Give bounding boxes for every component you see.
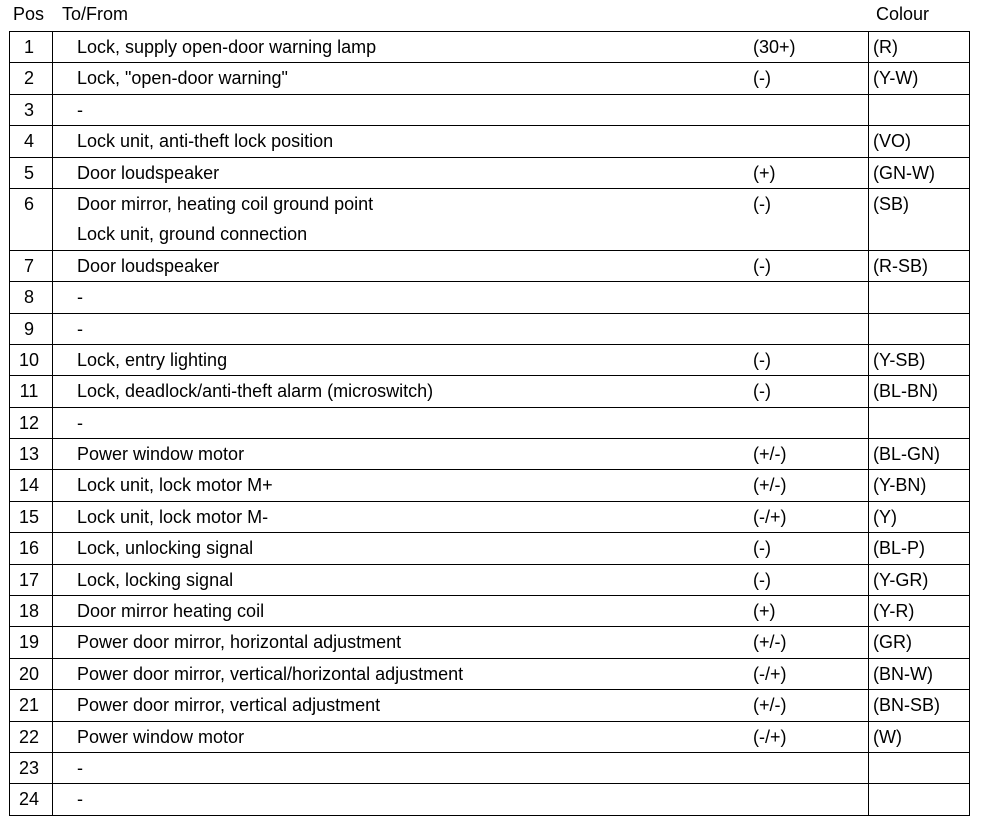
- pos-cell: [10, 313, 53, 344]
- description-cell: [53, 126, 869, 157]
- table-row: [10, 439, 970, 470]
- description-cell: [53, 250, 869, 281]
- description-cell: [53, 752, 869, 783]
- pos-cell: [10, 752, 53, 783]
- connection-description: Lock unit, ground connection: [77, 224, 308, 245]
- table-row: [10, 94, 970, 125]
- pos-cell: [10, 501, 53, 532]
- pos-cell: [10, 690, 53, 721]
- wire-colour: (Y-BN): [873, 475, 927, 496]
- pos-cell: [10, 784, 53, 815]
- colour-cell: [869, 313, 970, 344]
- polarity: [753, 126, 868, 156]
- connection-description: Lock, entry lighting: [77, 349, 228, 370]
- colour-cell: [869, 126, 970, 157]
- pos-cell: [10, 470, 53, 501]
- colour-cell: [869, 157, 970, 188]
- pin-table-body: [10, 32, 970, 816]
- polarity: [753, 282, 868, 312]
- description-cell: [53, 407, 869, 438]
- table-row: [10, 658, 970, 689]
- description-cell: [53, 533, 869, 564]
- description-cell: [53, 564, 869, 595]
- pos-cell: [10, 282, 53, 313]
- table-row: [10, 470, 970, 501]
- connection-description: Door mirror, heating coil ground point: [77, 193, 374, 214]
- table-row: [10, 407, 970, 438]
- pin-number: 18: [18, 601, 40, 622]
- pos-cell: [10, 344, 53, 375]
- description-cell: [53, 658, 869, 689]
- wire-colour: (BL-GN): [873, 444, 940, 465]
- connection-description: -: [77, 287, 83, 308]
- pin-number: 1: [23, 37, 34, 57]
- colour-cell: [869, 690, 970, 721]
- pin-number: 7: [23, 255, 34, 276]
- polarity: (-): [753, 381, 771, 402]
- pos-cell: [10, 188, 53, 250]
- wire-colour: (BN-SB): [873, 695, 940, 716]
- pin-number: 3: [23, 99, 34, 120]
- description-cell: [53, 596, 869, 627]
- table-row: [10, 282, 970, 313]
- wire-colour: (R-SB): [873, 255, 928, 276]
- pos-cell: [10, 627, 53, 658]
- pos-cell: [10, 439, 53, 470]
- colour-cell: [869, 407, 970, 438]
- polarity: (-/+): [753, 506, 787, 527]
- pos-cell: [10, 533, 53, 564]
- description-cell: [53, 690, 869, 721]
- polarity: (-/+): [753, 663, 787, 684]
- pos-cell: [10, 596, 53, 627]
- connection-description: Lock, unlocking signal: [77, 538, 254, 559]
- polarity: [753, 95, 868, 125]
- connection-description: -: [77, 757, 83, 778]
- connection-description: -: [77, 412, 83, 433]
- description-cell: [53, 63, 869, 94]
- polarity: [753, 314, 868, 344]
- description-cell: [53, 501, 869, 532]
- connection-description: Lock, deadlock/anti-theft alarm (microswitch): [77, 381, 434, 402]
- polarity: (+/-): [753, 444, 787, 465]
- wire-colour: (W): [873, 726, 902, 747]
- polarity: (-): [753, 255, 771, 276]
- description-cell: [53, 313, 869, 344]
- wire-colour: (SB): [873, 193, 909, 214]
- wire-colour: [869, 408, 969, 438]
- polarity: (-): [753, 349, 771, 370]
- wire-colour: (Y-GR): [873, 569, 929, 590]
- pin-number: 20: [18, 663, 40, 684]
- description-cell: [53, 188, 869, 250]
- connection-description: Lock, locking signal: [77, 569, 234, 590]
- pin-number: 21: [18, 695, 40, 716]
- colour-cell: [869, 596, 970, 627]
- pin-number: 5: [23, 162, 34, 183]
- wire-colour: (Y-R): [873, 601, 915, 622]
- wire-colour: [869, 314, 969, 344]
- connection-description: Lock, supply open-door warning lamp: [77, 37, 377, 57]
- polarity: [753, 408, 868, 438]
- wire-colour: (Y-W): [873, 68, 919, 89]
- pin-number: 12: [18, 412, 40, 433]
- header-pos: Pos: [13, 4, 45, 24]
- pin-number: 8: [23, 287, 34, 308]
- polarity: (+/-): [753, 475, 787, 496]
- connection-description: Lock, "open-door warning": [77, 68, 288, 89]
- colour-cell: [869, 721, 970, 752]
- connection-description: -: [77, 318, 83, 339]
- pin-number: 23: [18, 757, 40, 778]
- connection-description: -: [77, 99, 83, 120]
- wire-colour: (BN-W): [873, 663, 933, 684]
- polarity: (30+): [753, 37, 796, 57]
- pin-number: 17: [18, 569, 40, 590]
- colour-cell: [869, 439, 970, 470]
- table-row: [10, 344, 970, 375]
- description-cell: [53, 376, 869, 407]
- connection-description: -: [77, 789, 83, 810]
- table-row: [10, 250, 970, 281]
- colour-cell: [869, 470, 970, 501]
- description-cell: [53, 470, 869, 501]
- wire-colour: (BL-BN): [873, 381, 939, 402]
- connection-description: Lock unit, lock motor M+: [77, 475, 273, 496]
- wire-colour: [869, 784, 969, 814]
- colour-cell: [869, 501, 970, 532]
- wire-colour: (R): [873, 37, 898, 57]
- table-row: [10, 564, 970, 595]
- colour-cell: [869, 658, 970, 689]
- table-row: [10, 752, 970, 783]
- pin-number: 15: [18, 506, 40, 527]
- header-colour: Colour: [876, 4, 930, 24]
- polarity: (+): [753, 601, 776, 622]
- pos-cell: [10, 658, 53, 689]
- colour-cell: [869, 188, 970, 250]
- colour-cell: [869, 784, 970, 815]
- pos-cell: [10, 564, 53, 595]
- pos-cell: [10, 250, 53, 281]
- polarity: [753, 219, 868, 249]
- colour-cell: [869, 533, 970, 564]
- description-cell: [53, 721, 869, 752]
- connection-description: Door mirror heating coil: [77, 601, 265, 622]
- pin-number: 16: [18, 538, 40, 559]
- colour-cell: [869, 344, 970, 375]
- pos-cell: [10, 407, 53, 438]
- table-row: [10, 627, 970, 658]
- table-row: [10, 63, 970, 94]
- wire-colour: (BL-P): [873, 538, 926, 559]
- pin-number: 2: [23, 68, 34, 89]
- description-cell: [53, 282, 869, 313]
- wire-colour: (Y-SB): [873, 349, 926, 370]
- colour-cell: [869, 627, 970, 658]
- pos-cell: [10, 32, 53, 63]
- connection-description: Power door mirror, vertical/horizontal adjustment: [77, 663, 464, 684]
- wire-colour: [869, 219, 969, 249]
- pin-number: 4: [23, 131, 34, 152]
- polarity: [753, 784, 868, 814]
- pin-number: 22: [18, 726, 40, 747]
- connection-description: Power door mirror, horizontal adjustment: [77, 632, 402, 653]
- table-row: [10, 313, 970, 344]
- connection-description: Lock unit, anti-theft lock position: [77, 131, 334, 152]
- description-cell: [53, 627, 869, 658]
- colour-cell: [869, 752, 970, 783]
- pos-cell: [10, 63, 53, 94]
- description-cell: [53, 439, 869, 470]
- colour-cell: [869, 564, 970, 595]
- pin-number: 6: [23, 193, 34, 214]
- connection-description: Door loudspeaker: [77, 255, 220, 276]
- polarity: [753, 753, 868, 783]
- table-row: [10, 533, 970, 564]
- pin-number: 10: [18, 349, 40, 370]
- description-cell: [53, 784, 869, 815]
- description-cell: [53, 157, 869, 188]
- polarity: (-/+): [753, 726, 787, 747]
- colour-cell: [869, 63, 970, 94]
- pin-number: 11: [19, 381, 39, 402]
- polarity: (-): [753, 569, 771, 590]
- polarity: (-): [753, 193, 771, 214]
- pos-cell: [10, 94, 53, 125]
- description-cell: [53, 94, 869, 125]
- wire-colour: [869, 753, 969, 783]
- wire-colour: (GN-W): [873, 162, 935, 183]
- polarity: (-): [753, 538, 771, 559]
- pin-number: 13: [18, 444, 40, 465]
- wire-colour: [869, 95, 969, 125]
- polarity: (+/-): [753, 695, 787, 716]
- polarity: (+): [753, 162, 776, 183]
- wire-colour: (GR): [873, 632, 912, 653]
- pin-number: 19: [18, 632, 40, 653]
- connection-description: Lock unit, lock motor M-: [77, 506, 269, 527]
- pin-number: 24: [18, 789, 40, 810]
- polarity: (+/-): [753, 632, 787, 653]
- table-row: [10, 596, 970, 627]
- table-row: [10, 32, 970, 63]
- table-row: [10, 126, 970, 157]
- description-cell: [53, 344, 869, 375]
- table-row: [10, 188, 970, 250]
- pin-number: 9: [23, 318, 34, 339]
- polarity: (-): [753, 68, 771, 89]
- description-cell: [53, 32, 869, 63]
- connection-description: Power window motor: [77, 726, 245, 747]
- pos-cell: [10, 126, 53, 157]
- table-row: [10, 157, 970, 188]
- table-row: [10, 784, 970, 815]
- connection-description: Power window motor: [77, 444, 245, 465]
- table-row: [10, 690, 970, 721]
- pos-cell: [10, 376, 53, 407]
- connection-description: Door loudspeaker: [77, 162, 220, 183]
- table-row: [10, 721, 970, 752]
- colour-cell: [869, 250, 970, 281]
- colour-cell: [869, 282, 970, 313]
- colour-cell: [869, 376, 970, 407]
- table-row: [10, 376, 970, 407]
- pin-table: [9, 31, 970, 816]
- wire-colour: (Y): [873, 506, 897, 527]
- pin-number: 14: [18, 475, 40, 496]
- pos-cell: [10, 721, 53, 752]
- table-row: [10, 501, 970, 532]
- colour-cell: [869, 94, 970, 125]
- wire-colour: [869, 282, 969, 312]
- pos-cell: [10, 157, 53, 188]
- header-to-from: To/From: [62, 4, 129, 24]
- wire-colour: (VO): [873, 131, 911, 152]
- colour-cell: [869, 32, 970, 63]
- connection-description: Power door mirror, vertical adjustment: [77, 695, 381, 716]
